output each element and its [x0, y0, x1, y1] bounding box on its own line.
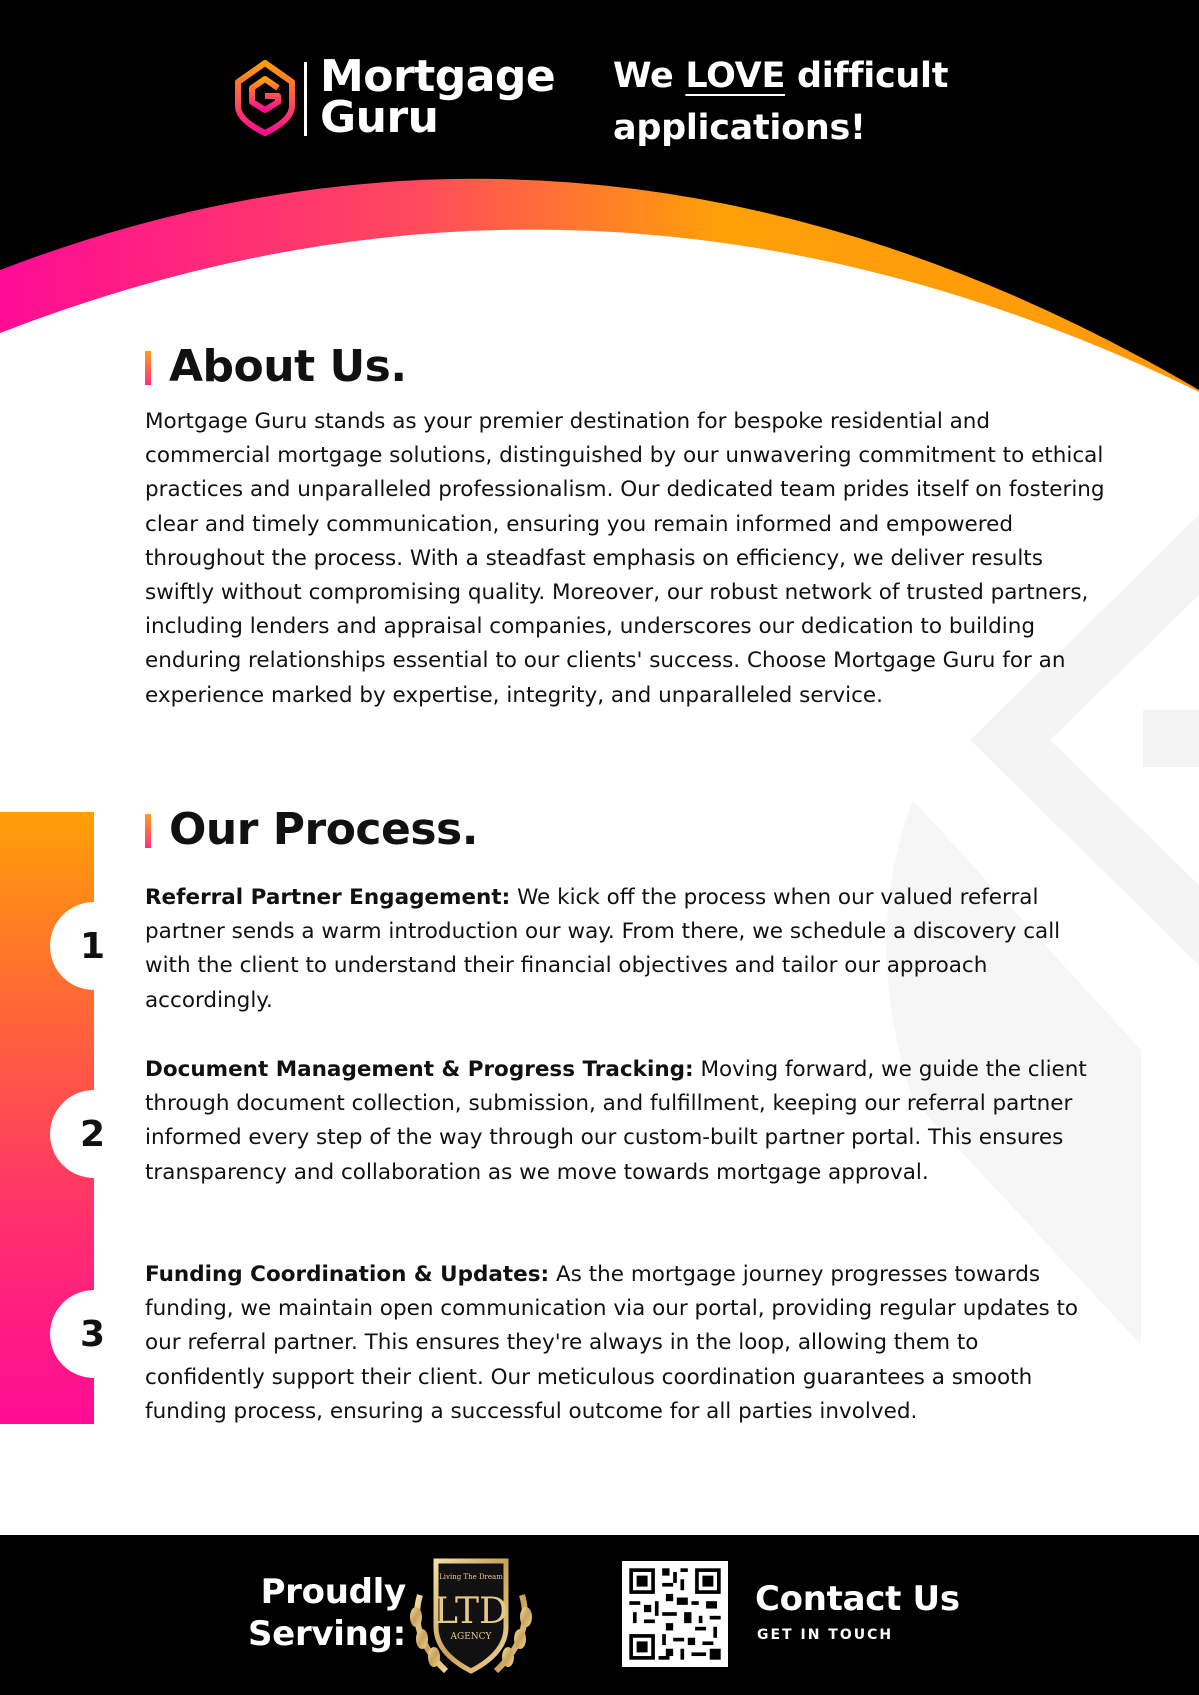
proudly-serving: [248, 1571, 406, 1655]
contact-subtitle[interactable]: GET IN TOUCH: [757, 1627, 894, 1643]
process-step-2: [145, 1053, 1105, 1190]
crest-main-text: LTD: [434, 1591, 508, 1632]
ltd-agency-crest-icon: [406, 1555, 536, 1679]
proudly-serving-line1: Proudly: [260, 1572, 406, 1612]
step-badge-2: [50, 1090, 138, 1178]
mortgage-guru-logo-icon: [234, 60, 296, 136]
tagline-suffix: difficult: [796, 56, 949, 96]
tagline: [613, 50, 948, 154]
process-step-1: [145, 881, 1105, 1018]
brand-name: [320, 51, 556, 143]
step-badge-3: [50, 1290, 138, 1378]
step-number-2: 2: [80, 1113, 106, 1155]
qr-code-icon[interactable]: [622, 1561, 728, 1667]
step-text-3: As the mortgage journey progresses towards funding, we maintain open communication via our portal, providing regular updates to our referral partner. This ensures they're always in the loop, allowing them to confidently support their client. Our meticulous coordination guarantees a smooth funding process, ensuring a successful outcome for all parties involved.: [145, 1262, 1079, 1424]
footer: [0, 1535, 1199, 1695]
about-title: About Us.: [145, 342, 407, 392]
tagline-prefix: We: [613, 56, 674, 96]
brand-lockup: [234, 51, 556, 143]
tagline-emphasis: LOVE: [685, 56, 786, 96]
step-heading-3: Funding Coordination & Updates:: [145, 1262, 550, 1287]
brand-divider: [304, 62, 307, 136]
step-badge-1: [50, 902, 138, 990]
brand-name-line1: Mortgage: [320, 51, 556, 102]
crest-top-text: Living The Dream: [439, 1573, 503, 1581]
process-title: Our Process.: [145, 805, 478, 855]
step-text-2: Moving forward, we guide the client through document collection, submission, and fulfillment, keeping our referral partner informed every step of the way through our custom-built partner portal. This ensures transparency and collaboration as we move towards mortgage approval.: [145, 1057, 1087, 1185]
contact-title[interactable]: Contact Us: [755, 1579, 960, 1619]
crest-bottom-text: AGENCY: [450, 1632, 492, 1642]
step-heading-2: Document Management & Progress Tracking:: [145, 1057, 694, 1082]
step-number-3: 3: [80, 1313, 106, 1355]
about-body: Mortgage Guru stands as your premier destination for bespoke residential and commercial mortgage solutions, distinguished by our unwavering commitment to ethical practices and unparalleled professionalism. Our dedicated team prides itself on fostering clear and timely communication, ensuring you remain informed and empowered throughout the process. With a steadfast emphasis on efficiency, we deliver results swiftly without compromising quality. Moreover, our robust network of trusted partners, including lenders and appraisal companies, underscores our dedication to building enduring relationships essential to our clients' success. Choose Mortgage Guru for an experience marked by expertise, integrity, and unparalleled service.: [145, 409, 1105, 708]
step-number-1: 1: [80, 925, 106, 967]
brand-name-line2: Guru: [320, 92, 439, 143]
step-heading-1: Referral Partner Engagement:: [145, 885, 511, 910]
proudly-serving-line2: Serving:: [248, 1614, 406, 1654]
process-step-3: [145, 1258, 1105, 1429]
tagline-line2: applications!: [613, 108, 866, 148]
step-text-1: We kick off the process when our valued referral partner sends a warm introduction our way. From there, we schedule a discovery call with the client to understand their financial objectives and tailor our approach accordingly.: [145, 885, 1061, 1013]
